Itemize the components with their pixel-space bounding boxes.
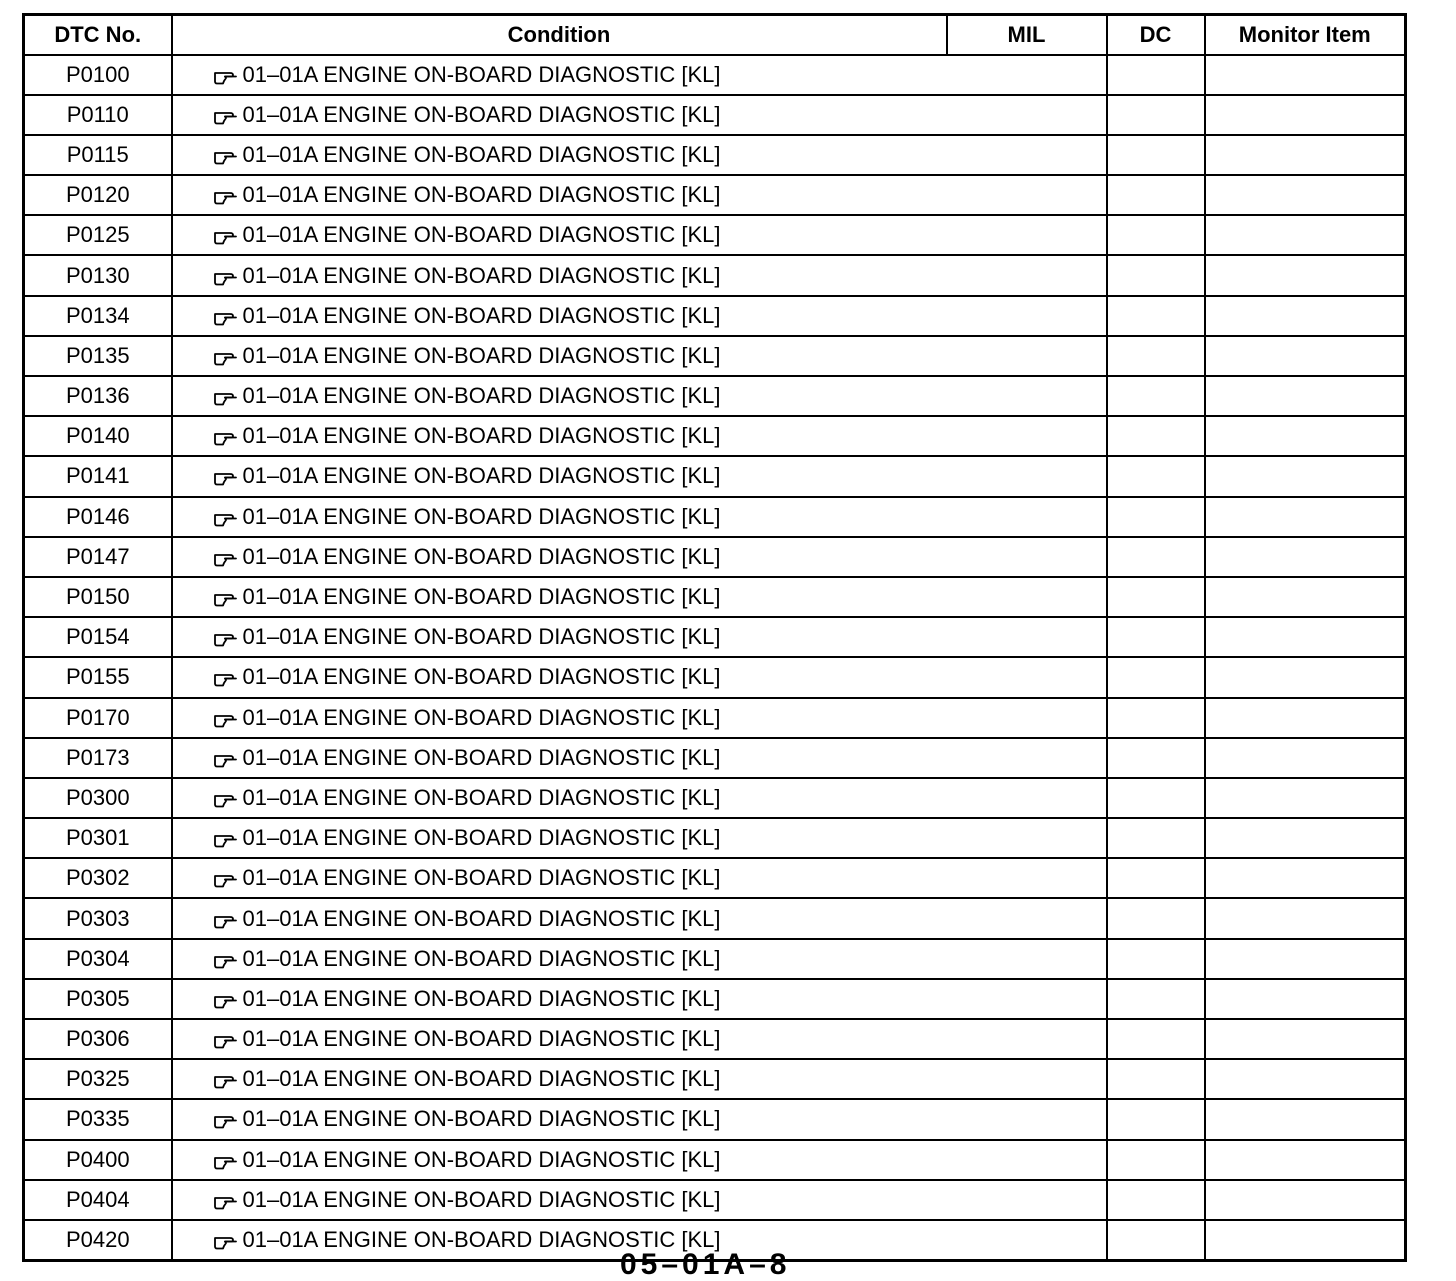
pointing-hand-icon xyxy=(213,550,239,568)
dtc-code: P0400 xyxy=(24,1140,172,1180)
pointing-hand-icon xyxy=(213,510,239,528)
mil-cell xyxy=(947,1220,1107,1260)
dtc-code: P0120 xyxy=(24,175,172,215)
dc-cell xyxy=(1107,1140,1205,1180)
table-row xyxy=(24,1180,1406,1220)
dtc-table xyxy=(22,13,1407,1262)
pointing-hand-icon xyxy=(213,791,239,809)
dtc-code: P0134 xyxy=(24,296,172,336)
monitor-item-cell xyxy=(1205,95,1406,135)
mil-cell xyxy=(947,1099,1107,1139)
mil-cell xyxy=(947,657,1107,697)
dtc-code: P0135 xyxy=(24,336,172,376)
table-row xyxy=(24,135,1406,175)
table-row xyxy=(24,55,1406,95)
mil-cell xyxy=(947,215,1107,255)
monitor-item-cell xyxy=(1205,1059,1406,1099)
table-row xyxy=(24,336,1406,376)
monitor-item-cell xyxy=(1205,336,1406,376)
mil-cell xyxy=(947,175,1107,215)
dtc-code: P0146 xyxy=(24,497,172,537)
dc-cell xyxy=(1107,376,1205,416)
condition-cell xyxy=(172,898,947,938)
mil-cell xyxy=(947,255,1107,295)
pointing-hand-icon xyxy=(213,228,239,246)
dtc-code: P0136 xyxy=(24,376,172,416)
dc-cell xyxy=(1107,255,1205,295)
dtc-code: P0154 xyxy=(24,617,172,657)
page-number-text: 05–01A–8 xyxy=(620,1248,791,1281)
condition-reference-link[interactable]: 01–01A ENGINE ON-BOARD DIAGNOSTIC [KL] xyxy=(242,1226,721,1252)
condition-reference-link[interactable]: 01–01A ENGINE ON-BOARD DIAGNOSTIC [KL] xyxy=(242,101,721,127)
condition-cell xyxy=(172,537,947,577)
monitor-item-cell xyxy=(1205,858,1406,898)
condition-reference-link[interactable]: 01–01A ENGINE ON-BOARD DIAGNOSTIC [KL] xyxy=(242,1186,721,1212)
monitor-item-cell xyxy=(1205,979,1406,1019)
dtc-code: P0173 xyxy=(24,738,172,778)
table-row xyxy=(24,657,1406,697)
dc-cell xyxy=(1107,657,1205,697)
dc-cell xyxy=(1107,336,1205,376)
condition-reference-link[interactable]: 01–01A ENGINE ON-BOARD DIAGNOSTIC [KL] xyxy=(242,302,721,328)
mil-cell xyxy=(947,738,1107,778)
table-row xyxy=(24,497,1406,537)
mil-cell xyxy=(947,135,1107,175)
monitor-item-cell xyxy=(1205,537,1406,577)
dtc-code: P0300 xyxy=(24,778,172,818)
pointing-hand-icon xyxy=(213,1153,239,1171)
pointing-hand-icon xyxy=(213,188,239,206)
dc-cell xyxy=(1107,215,1205,255)
monitor-item-cell xyxy=(1205,1099,1406,1139)
mil-cell xyxy=(947,858,1107,898)
monitor-item-cell xyxy=(1205,778,1406,818)
condition-reference-link[interactable]: 01–01A ENGINE ON-BOARD DIAGNOSTIC [KL] xyxy=(242,463,721,489)
condition-cell xyxy=(172,1220,947,1260)
table-row xyxy=(24,296,1406,336)
monitor-item-cell xyxy=(1205,657,1406,697)
pointing-hand-icon xyxy=(213,992,239,1010)
dtc-code: P0335 xyxy=(24,1099,172,1139)
dc-cell xyxy=(1107,858,1205,898)
pointing-hand-icon xyxy=(213,349,239,367)
header-condition: Condition xyxy=(172,15,947,55)
mil-cell xyxy=(947,778,1107,818)
mil-cell xyxy=(947,336,1107,376)
pointing-hand-icon xyxy=(213,68,239,86)
dc-cell xyxy=(1107,175,1205,215)
condition-cell xyxy=(172,95,947,135)
monitor-item-cell xyxy=(1205,255,1406,295)
table-row xyxy=(24,1019,1406,1059)
mil-cell xyxy=(947,898,1107,938)
header-dtc-no: DTC No. xyxy=(24,15,172,55)
monitor-item-cell xyxy=(1205,698,1406,738)
monitor-item-cell xyxy=(1205,456,1406,496)
mil-cell xyxy=(947,617,1107,657)
monitor-item-cell xyxy=(1205,1140,1406,1180)
condition-reference-link[interactable]: 01–01A ENGINE ON-BOARD DIAGNOSTIC [KL] xyxy=(242,744,721,770)
header-row xyxy=(24,15,1406,55)
dtc-code: P0325 xyxy=(24,1059,172,1099)
mil-cell xyxy=(947,1180,1107,1220)
monitor-item-cell xyxy=(1205,55,1406,95)
dc-cell xyxy=(1107,296,1205,336)
table-body xyxy=(24,55,1406,1261)
pointing-hand-icon xyxy=(213,952,239,970)
condition-reference-link[interactable]: 01–01A ENGINE ON-BOARD DIAGNOSTIC [KL] xyxy=(242,61,721,87)
dc-cell xyxy=(1107,537,1205,577)
dc-cell xyxy=(1107,698,1205,738)
dtc-code: P0301 xyxy=(24,818,172,858)
monitor-item-cell xyxy=(1205,818,1406,858)
condition-cell xyxy=(172,778,947,818)
condition-cell xyxy=(172,1180,947,1220)
monitor-item-cell xyxy=(1205,939,1406,979)
condition-reference-link[interactable]: 01–01A ENGINE ON-BOARD DIAGNOSTIC [KL] xyxy=(242,704,721,730)
mil-cell xyxy=(947,939,1107,979)
pointing-hand-icon xyxy=(213,108,239,126)
mil-cell xyxy=(947,818,1107,858)
pointing-hand-icon xyxy=(213,389,239,407)
monitor-item-cell xyxy=(1205,175,1406,215)
condition-cell xyxy=(172,657,947,697)
monitor-item-cell xyxy=(1205,898,1406,938)
monitor-item-cell xyxy=(1205,215,1406,255)
condition-reference-link[interactable]: 01–01A ENGINE ON-BOARD DIAGNOSTIC [KL] xyxy=(242,784,721,810)
condition-reference-link[interactable]: 01–01A ENGINE ON-BOARD DIAGNOSTIC [KL] xyxy=(242,584,721,610)
condition-cell xyxy=(172,135,947,175)
condition-cell xyxy=(172,1140,947,1180)
dtc-code: P0147 xyxy=(24,537,172,577)
table-row xyxy=(24,778,1406,818)
mil-cell xyxy=(947,55,1107,95)
dc-cell xyxy=(1107,416,1205,456)
condition-reference-link[interactable]: 01–01A ENGINE ON-BOARD DIAGNOSTIC [KL] xyxy=(242,222,721,248)
monitor-item-cell xyxy=(1205,577,1406,617)
table-row xyxy=(24,1099,1406,1139)
condition-cell xyxy=(172,979,947,1019)
pointing-hand-icon xyxy=(213,269,239,287)
dtc-code: P0170 xyxy=(24,698,172,738)
condition-reference-link[interactable]: 01–01A ENGINE ON-BOARD DIAGNOSTIC [KL] xyxy=(242,945,721,971)
pointing-hand-icon xyxy=(213,1072,239,1090)
dtc-code: P0140 xyxy=(24,416,172,456)
condition-cell xyxy=(172,577,947,617)
dc-cell xyxy=(1107,818,1205,858)
dc-cell xyxy=(1107,497,1205,537)
pointing-hand-icon xyxy=(213,1032,239,1050)
condition-cell xyxy=(172,698,947,738)
table-row xyxy=(24,979,1406,1019)
dc-cell xyxy=(1107,617,1205,657)
table-row xyxy=(24,255,1406,295)
condition-cell xyxy=(172,215,947,255)
monitor-item-cell xyxy=(1205,1180,1406,1220)
condition-reference-link[interactable]: 01–01A ENGINE ON-BOARD DIAGNOSTIC [KL] xyxy=(242,664,721,690)
table-row xyxy=(24,818,1406,858)
pointing-hand-icon xyxy=(213,751,239,769)
mil-cell xyxy=(947,979,1107,1019)
dtc-code: P0110 xyxy=(24,95,172,135)
condition-reference-link[interactable]: 01–01A ENGINE ON-BOARD DIAGNOSTIC [KL] xyxy=(242,905,721,931)
condition-cell xyxy=(172,818,947,858)
table-row xyxy=(24,858,1406,898)
condition-cell xyxy=(172,1059,947,1099)
dc-cell xyxy=(1107,456,1205,496)
condition-reference-link[interactable]: 01–01A ENGINE ON-BOARD DIAGNOSTIC [KL] xyxy=(242,825,721,851)
condition-reference-link[interactable]: 01–01A ENGINE ON-BOARD DIAGNOSTIC [KL] xyxy=(242,262,721,288)
dtc-code: P0303 xyxy=(24,898,172,938)
condition-reference-link[interactable]: 01–01A ENGINE ON-BOARD DIAGNOSTIC [KL] xyxy=(242,865,721,891)
monitor-item-cell xyxy=(1205,497,1406,537)
condition-cell xyxy=(172,336,947,376)
dc-cell xyxy=(1107,1220,1205,1260)
pointing-hand-icon xyxy=(213,148,239,166)
pointing-hand-icon xyxy=(213,831,239,849)
condition-cell xyxy=(172,738,947,778)
condition-cell xyxy=(172,617,947,657)
dtc-code: P0125 xyxy=(24,215,172,255)
table-row xyxy=(24,898,1406,938)
table-row xyxy=(24,215,1406,255)
condition-cell xyxy=(172,175,947,215)
header-mil: MIL xyxy=(947,15,1107,55)
mil-cell xyxy=(947,416,1107,456)
condition-cell xyxy=(172,1099,947,1139)
monitor-item-cell xyxy=(1205,1019,1406,1059)
condition-reference-link[interactable]: 01–01A ENGINE ON-BOARD DIAGNOSTIC [KL] xyxy=(242,141,721,167)
table-row xyxy=(24,95,1406,135)
condition-reference-link[interactable]: 01–01A ENGINE ON-BOARD DIAGNOSTIC [KL] xyxy=(242,342,721,368)
dc-cell xyxy=(1107,898,1205,938)
table-row xyxy=(24,456,1406,496)
condition-reference-link[interactable]: 01–01A ENGINE ON-BOARD DIAGNOSTIC [KL] xyxy=(242,543,721,569)
dtc-code: P0141 xyxy=(24,456,172,496)
monitor-item-cell xyxy=(1205,416,1406,456)
condition-cell xyxy=(172,376,947,416)
monitor-item-cell xyxy=(1205,738,1406,778)
dtc-code: P0115 xyxy=(24,135,172,175)
table-row xyxy=(24,175,1406,215)
pointing-hand-icon xyxy=(213,469,239,487)
condition-reference-link[interactable]: 01–01A ENGINE ON-BOARD DIAGNOSTIC [KL] xyxy=(242,985,721,1011)
dc-cell xyxy=(1107,1180,1205,1220)
condition-cell xyxy=(172,858,947,898)
mil-cell xyxy=(947,577,1107,617)
pointing-hand-icon xyxy=(213,1193,239,1211)
mil-cell xyxy=(947,1019,1107,1059)
condition-cell xyxy=(172,456,947,496)
monitor-item-cell xyxy=(1205,617,1406,657)
monitor-item-cell xyxy=(1205,1220,1406,1260)
dc-cell xyxy=(1107,979,1205,1019)
table-row xyxy=(24,376,1406,416)
table-row xyxy=(24,537,1406,577)
condition-reference-link[interactable]: 01–01A ENGINE ON-BOARD DIAGNOSTIC [KL] xyxy=(242,182,721,208)
monitor-item-cell xyxy=(1205,376,1406,416)
condition-cell xyxy=(172,497,947,537)
table-row xyxy=(24,939,1406,979)
dtc-code: P0306 xyxy=(24,1019,172,1059)
mil-cell xyxy=(947,1140,1107,1180)
dtc-code: P0305 xyxy=(24,979,172,1019)
dtc-code: P0404 xyxy=(24,1180,172,1220)
condition-cell xyxy=(172,296,947,336)
pointing-hand-icon xyxy=(213,590,239,608)
dc-cell xyxy=(1107,939,1205,979)
table-row xyxy=(24,1059,1406,1099)
condition-cell xyxy=(172,1019,947,1059)
table-header xyxy=(24,15,1406,55)
mil-cell xyxy=(947,497,1107,537)
dtc-code: P0150 xyxy=(24,577,172,617)
dc-cell xyxy=(1107,1059,1205,1099)
dc-cell xyxy=(1107,738,1205,778)
pointing-hand-icon xyxy=(213,711,239,729)
table-row xyxy=(24,698,1406,738)
condition-reference-link[interactable]: 01–01A ENGINE ON-BOARD DIAGNOSTIC [KL] xyxy=(242,1106,721,1132)
monitor-item-cell xyxy=(1205,296,1406,336)
condition-reference-link[interactable]: 01–01A ENGINE ON-BOARD DIAGNOSTIC [KL] xyxy=(242,383,721,409)
dc-cell xyxy=(1107,778,1205,818)
monitor-item-cell xyxy=(1205,135,1406,175)
dtc-code: P0130 xyxy=(24,255,172,295)
dc-cell xyxy=(1107,55,1205,95)
pointing-hand-icon xyxy=(213,912,239,930)
condition-cell xyxy=(172,939,947,979)
pointing-hand-icon xyxy=(213,429,239,447)
table-row xyxy=(24,577,1406,617)
mil-cell xyxy=(947,296,1107,336)
mil-cell xyxy=(947,456,1107,496)
mil-cell xyxy=(947,376,1107,416)
dc-cell xyxy=(1107,1099,1205,1139)
mil-cell xyxy=(947,537,1107,577)
condition-cell xyxy=(172,416,947,456)
pointing-hand-icon xyxy=(213,1233,239,1251)
mil-cell xyxy=(947,95,1107,135)
pointing-hand-icon xyxy=(213,630,239,648)
pointing-hand-icon xyxy=(213,871,239,889)
condition-reference-link[interactable]: 01–01A ENGINE ON-BOARD DIAGNOSTIC [KL] xyxy=(242,1146,721,1172)
condition-cell xyxy=(172,55,947,95)
pointing-hand-icon xyxy=(213,309,239,327)
table-row xyxy=(24,617,1406,657)
condition-reference-link[interactable]: 01–01A ENGINE ON-BOARD DIAGNOSTIC [KL] xyxy=(242,423,721,449)
dc-cell xyxy=(1107,577,1205,617)
pointing-hand-icon xyxy=(213,1112,239,1130)
dtc-code: P0304 xyxy=(24,939,172,979)
condition-cell xyxy=(172,255,947,295)
table-row xyxy=(24,416,1406,456)
header-dc: DC xyxy=(1107,15,1205,55)
condition-reference-link[interactable]: 01–01A ENGINE ON-BOARD DIAGNOSTIC [KL] xyxy=(242,1066,721,1092)
condition-reference-link[interactable]: 01–01A ENGINE ON-BOARD DIAGNOSTIC [KL] xyxy=(242,624,721,650)
table-row xyxy=(24,738,1406,778)
dtc-code: P0302 xyxy=(24,858,172,898)
dtc-code: P0420 xyxy=(24,1220,172,1260)
dc-cell xyxy=(1107,1019,1205,1059)
page-number-fragment xyxy=(620,1248,810,1281)
table-row xyxy=(24,1140,1406,1180)
pointing-hand-icon xyxy=(213,670,239,688)
mil-cell xyxy=(947,698,1107,738)
condition-reference-link[interactable]: 01–01A ENGINE ON-BOARD DIAGNOSTIC [KL] xyxy=(242,1026,721,1052)
mil-cell xyxy=(947,1059,1107,1099)
dc-cell xyxy=(1107,95,1205,135)
dtc-code: P0100 xyxy=(24,55,172,95)
dtc-code: P0155 xyxy=(24,657,172,697)
condition-reference-link[interactable]: 01–01A ENGINE ON-BOARD DIAGNOSTIC [KL] xyxy=(242,503,721,529)
dc-cell xyxy=(1107,135,1205,175)
header-monitor-item: Monitor Item xyxy=(1205,15,1406,55)
